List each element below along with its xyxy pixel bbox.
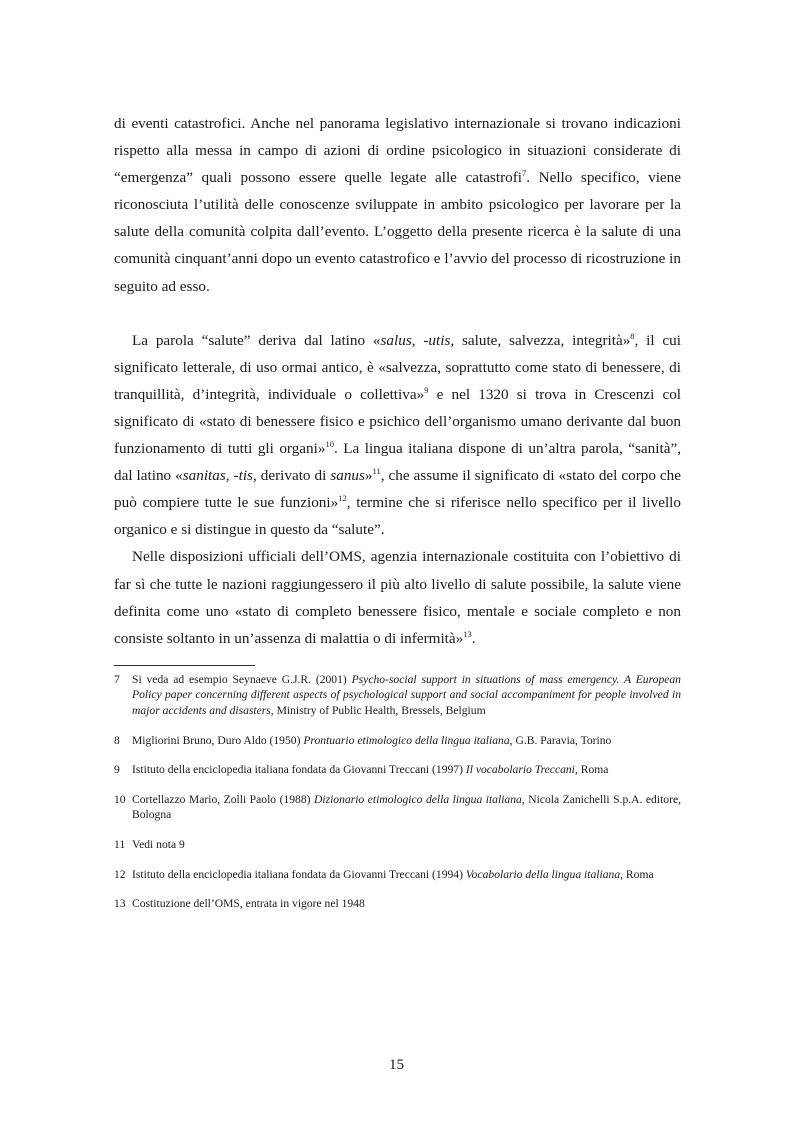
footnote-ref-9[interactable]: 9 bbox=[424, 384, 429, 395]
footnote-number: 12 bbox=[114, 867, 126, 881]
footnote-text: Vedi nota 9 bbox=[132, 837, 185, 851]
footnote-9 bbox=[114, 762, 681, 778]
footnote-ref-12[interactable]: 12 bbox=[338, 493, 347, 504]
footnote-text: Migliorini Bruno, Duro Aldo (1950) Prontuario etimologico della lingua italiana, G.B. Paravia, Torino bbox=[132, 733, 612, 747]
footnote-text: Istituto della enciclopedia italiana fondata da Giovanni Treccani (1997) Il vocabolario Treccani, Roma bbox=[132, 763, 609, 777]
page-body bbox=[114, 110, 681, 926]
footnote-number: 8 bbox=[114, 733, 120, 747]
footnote-11 bbox=[114, 837, 681, 853]
footnote-number: 10 bbox=[114, 792, 126, 806]
footnote-ref-8[interactable]: 8 bbox=[630, 330, 635, 341]
footnote-text: Cortellazzo Mario, Zolli Paolo (1988) Dizionario etimologico della lingua italiana, Nicola Zanichelli S.p.A. editore, Bologna bbox=[132, 792, 681, 822]
footnote-13 bbox=[114, 896, 681, 912]
footnote-number: 11 bbox=[114, 837, 126, 851]
page-number: 15 bbox=[389, 1057, 404, 1073]
footnote-10 bbox=[114, 792, 681, 823]
footnote-text: Istituto della enciclopedia italiana fondata da Giovanni Treccani (1994) Vocabolario della lingua italiana, Roma bbox=[132, 867, 654, 881]
paragraph-3: Nelle disposizioni ufficiali dell’OMS, agenzia internazionale costituita con l’obiettivo di far sì che tutte le nazioni raggiungessero il più alto livello di salute possibile, la salute viene definita come uno «stato di completo benessere fisico, mentale e sociale completo e non consiste soltanto in un’assenza di malattia o di infermità»$^{13}$. bbox=[114, 548, 681, 647]
footnote-number: 7 bbox=[114, 672, 120, 686]
footnote-separator bbox=[114, 665, 255, 666]
footnote-ref-10[interactable]: 10 bbox=[325, 438, 334, 449]
footnote-number: 13 bbox=[114, 897, 126, 911]
footnote-12 bbox=[114, 867, 681, 883]
footnote-text: Costituzione dell’OMS, entrata in vigore nel 1948 bbox=[132, 897, 365, 911]
paragraph-1: di eventi catastrofici. Anche nel panorama legislativo internazionale si trovano indicazioni rispetto alla messa in campo di azioni di ordine psicologico in situazioni considerate di “emergenza” quali possono essere quelle legate alle catastrofi$^7$. Nello specifico, viene riconosciuta l’utilità delle conoscenze sviluppate in ambito psicologico per lavorare per la salute della comunità colpita dall’evento. L’oggetto della presente ricerca è la salute di una comunità cinquant’anni dopo un evento catastrofico e l’avvio del processo di ricostruzione in seguito ad esso. bbox=[114, 115, 681, 295]
footnote-ref-11[interactable]: 11 bbox=[372, 466, 381, 477]
footnote-8 bbox=[114, 733, 681, 749]
paragraph-2: La parola “salute” deriva dal latino «salus, -utis, salute, salvezza, integrità»$^8$, il cui significato letterale, di uso ormai antico, è «salvezza, soprattutto come stato di benessere, di tranquillità, d’integrità, individuale o collettiva»$^9$ e nel 1320 si trova in Crescenzi col significato di «stato di benessere fisico e psichico dell’organismo umano derivante dal buon funzionamento di tutti gli organi»$^{10}$. La lingua italiana dispone di un’altra parola, “sanità”, dal latino «sanitas, -tis, derivato di sanus»$^{11}$, che assume il significato di «stato del corpo che può compiere tutte le sue funzioni»$^{12}$, termine che si riferisce nello specifico per il livello organico e si distingue in questo da “salute”. bbox=[114, 330, 682, 539]
footnote-ref-7[interactable]: 7 bbox=[522, 168, 527, 179]
footnote-ref-13[interactable]: 13 bbox=[463, 628, 472, 639]
footnote-text: Si veda ad esempio Seynaeve G.J.R. (2001) Psycho-social support in situations of mass emergency. A European Policy paper concerning different aspects of psychological support and social accompaniment for people involved in major accidents and disasters, Ministry of Public Health, Bressels, Belgium bbox=[132, 672, 681, 717]
footnote-number: 9 bbox=[114, 763, 120, 777]
footnote-7 bbox=[114, 672, 681, 719]
paragraph-gap bbox=[114, 300, 681, 327]
